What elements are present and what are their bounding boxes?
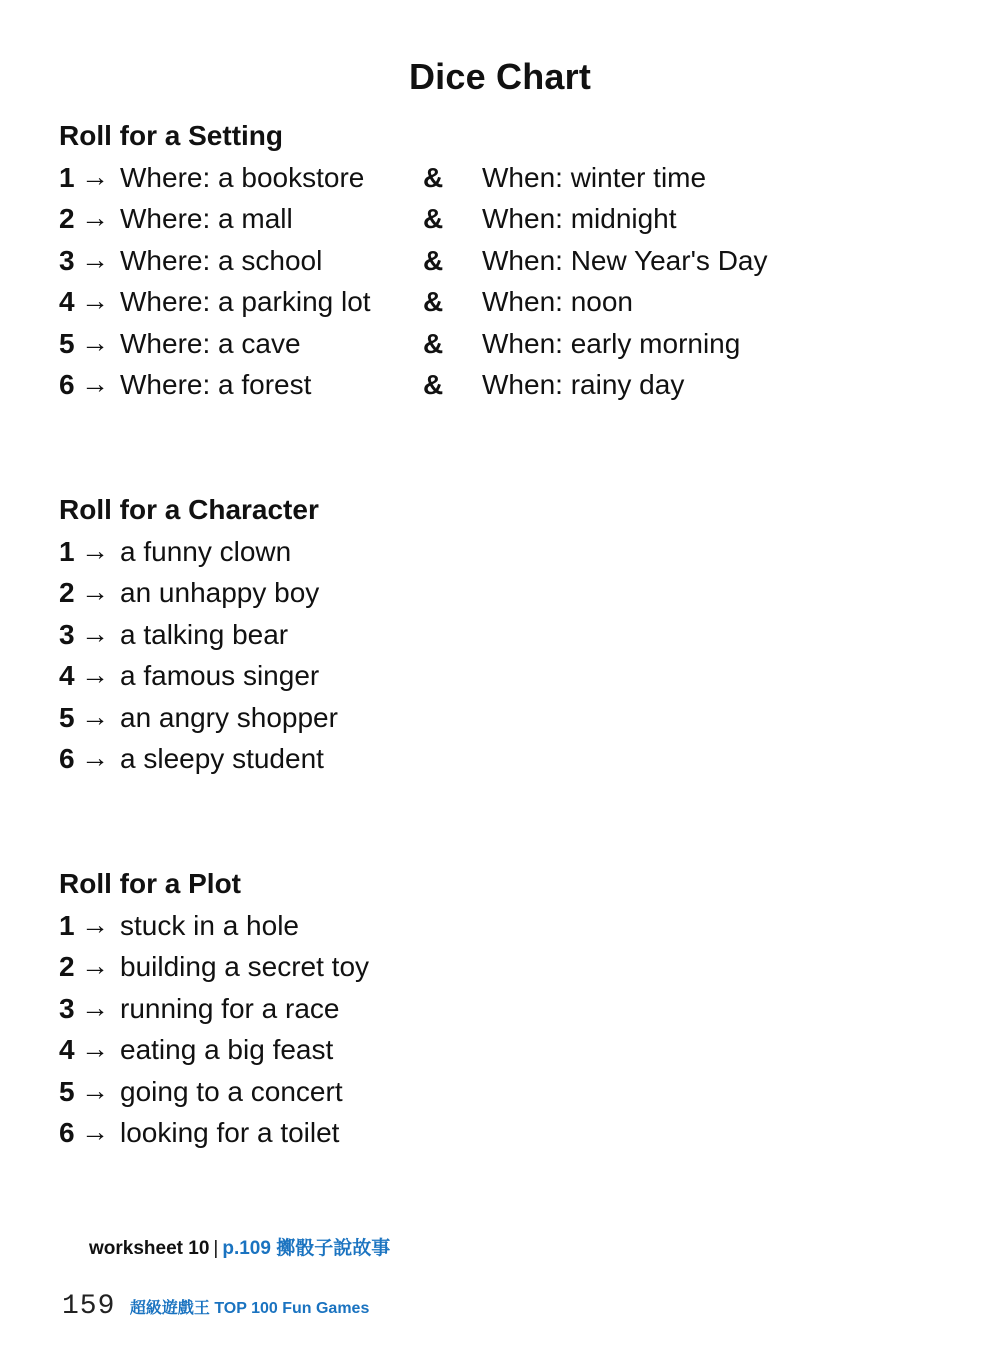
- plot-text: going to a concert: [120, 1075, 343, 1107]
- arrow-icon: →: [81, 1033, 109, 1065]
- plot-row: [59, 911, 939, 952]
- when-text: When: early morning: [482, 327, 741, 359]
- setting-row: [59, 287, 939, 328]
- setting-row: [59, 326, 939, 370]
- where-text: Where: a forest: [120, 368, 312, 400]
- character-row: [59, 700, 939, 744]
- roll-number: 4: [59, 660, 75, 692]
- arrow-icon: →: [81, 909, 109, 940]
- roll-number: 4: [59, 286, 75, 318]
- arrow-icon: →: [81, 243, 109, 275]
- where-text: Where: a cave: [120, 327, 301, 359]
- where-text: Where: a school: [120, 244, 323, 276]
- character-section: [59, 495, 939, 785]
- arrow-icon: →: [81, 285, 109, 317]
- ampersand: &: [423, 162, 444, 193]
- page-reference-link: p.109 擲骰子說故事: [222, 1238, 391, 1259]
- when-text: When: noon: [482, 286, 633, 318]
- roll-number: 6: [59, 1116, 75, 1148]
- character-row: [59, 741, 939, 785]
- setting-row: [59, 367, 939, 411]
- arrow-icon: →: [81, 535, 109, 566]
- separator: |: [213, 1238, 219, 1259]
- where-text: Where: a bookstore: [120, 162, 365, 193]
- character-row: [59, 617, 939, 661]
- book-title: 超級遊戲王 TOP 100 Fun Games: [129, 1300, 370, 1317]
- character-heading: Roll for a Character: [59, 494, 319, 525]
- roll-number: 2: [59, 203, 75, 235]
- roll-number: 1: [59, 910, 75, 941]
- worksheet-reference: [89, 1233, 390, 1260]
- arrow-icon: →: [81, 659, 109, 691]
- plot-section: [59, 869, 939, 1159]
- ampersand: &: [423, 368, 444, 400]
- ampersand: &: [423, 327, 444, 359]
- plot-row: [59, 1035, 939, 1076]
- character-text: a sleepy student: [120, 742, 324, 774]
- arrow-icon: →: [81, 202, 109, 234]
- setting-row: [59, 243, 939, 287]
- arrow-icon: →: [81, 991, 109, 1023]
- page-footer: [62, 1291, 369, 1322]
- arrow-icon: →: [81, 741, 109, 773]
- roll-number: 1: [59, 536, 75, 567]
- plot-row: [59, 991, 939, 1035]
- character-text: an angry shopper: [120, 701, 338, 733]
- when-text: When: midnight: [482, 203, 677, 235]
- plot-heading: Roll for a Plot: [59, 868, 241, 899]
- arrow-icon: →: [81, 576, 109, 608]
- setting-row: [59, 204, 939, 245]
- ampersand: &: [423, 203, 444, 235]
- plot-text: stuck in a hole: [120, 910, 299, 941]
- ampersand: &: [423, 286, 444, 318]
- character-row: [59, 661, 939, 702]
- roll-number: 6: [59, 368, 75, 400]
- character-text: a funny clown: [120, 536, 292, 567]
- roll-number: 5: [59, 1075, 75, 1107]
- character-text: an unhappy boy: [120, 577, 320, 609]
- plot-text: running for a race: [120, 992, 340, 1024]
- arrow-icon: →: [81, 367, 109, 399]
- where-text: Where: a mall: [120, 203, 293, 235]
- character-text: a famous singer: [120, 660, 320, 692]
- ampersand: &: [423, 244, 444, 276]
- roll-number: 4: [59, 1034, 75, 1066]
- page-number: 159: [62, 1291, 116, 1322]
- setting-row: [59, 163, 939, 204]
- roll-number: 3: [59, 992, 75, 1024]
- where-text: Where: a parking lot: [120, 286, 371, 318]
- when-text: When: winter time: [482, 162, 707, 193]
- roll-number: 6: [59, 742, 75, 774]
- arrow-icon: →: [81, 700, 109, 732]
- arrow-icon: →: [81, 617, 109, 649]
- arrow-icon: →: [81, 950, 109, 982]
- arrow-icon: →: [81, 1074, 109, 1106]
- plot-text: looking for a toilet: [120, 1116, 340, 1148]
- roll-number: 1: [59, 162, 75, 193]
- roll-number: 5: [59, 327, 75, 359]
- character-text: a talking bear: [120, 618, 289, 650]
- plot-row: [59, 952, 939, 993]
- worksheet-label: worksheet 10: [89, 1238, 210, 1259]
- character-row: [59, 537, 939, 578]
- plot-text: eating a big feast: [120, 1034, 334, 1066]
- character-row: [59, 578, 939, 619]
- page-title: Dice Chart: [408, 56, 592, 97]
- roll-number: 3: [59, 244, 75, 276]
- setting-heading: Roll for a Setting: [59, 120, 283, 151]
- plot-row: [59, 1074, 939, 1118]
- arrow-icon: →: [81, 161, 109, 192]
- roll-number: 2: [59, 951, 75, 983]
- plot-text: building a secret toy: [120, 951, 370, 983]
- arrow-icon: →: [81, 1115, 109, 1147]
- plot-row: [59, 1115, 939, 1159]
- arrow-icon: →: [81, 326, 109, 358]
- roll-number: 2: [59, 577, 75, 609]
- roll-number: 5: [59, 701, 75, 733]
- when-text: When: New Year's Day: [482, 244, 768, 276]
- setting-section: [59, 121, 939, 411]
- when-text: When: rainy day: [482, 368, 685, 400]
- roll-number: 3: [59, 618, 75, 650]
